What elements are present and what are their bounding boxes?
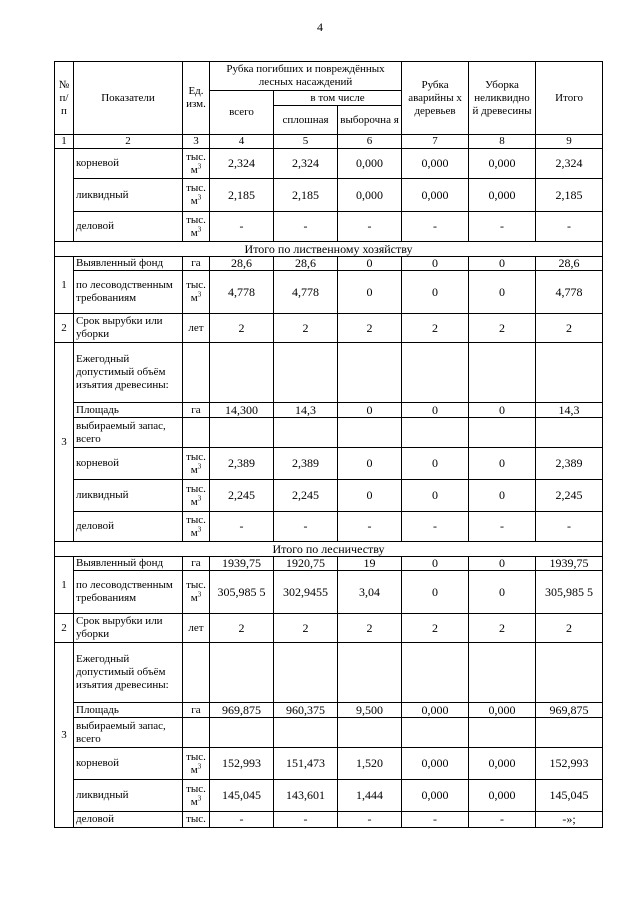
value-cell <box>469 343 536 403</box>
table-row <box>55 703 603 718</box>
unit-text: тыс. <box>186 813 206 825</box>
value-cell: 0 <box>402 403 469 418</box>
value-cell: 0,000 <box>402 703 469 718</box>
unit-sup: 3 <box>197 461 202 470</box>
value-cell: 2 <box>402 314 469 343</box>
value-cell: 2 <box>469 314 536 343</box>
header-emergency: Рубка аварийны х деревьев <box>402 62 469 135</box>
header-total-all: всего <box>210 91 274 135</box>
value-cell: - <box>274 812 338 828</box>
column-number: 5 <box>274 135 338 149</box>
row-number: 1 <box>55 557 74 614</box>
row-label: по лесоводственным требованиям <box>74 271 183 314</box>
row-label: ликвидный <box>74 780 183 812</box>
row-label: Срок вырубки или уборки <box>74 314 183 343</box>
value-cell: 2,324 <box>274 149 338 179</box>
value-cell: - <box>402 812 469 828</box>
unit-cell <box>183 271 210 314</box>
column-number: 6 <box>338 135 402 149</box>
unit-m: м <box>190 795 198 808</box>
value-cell: 145,045 <box>210 780 274 812</box>
value-cell: 0 <box>338 257 402 271</box>
value-cell <box>536 418 603 448</box>
unit-cell <box>183 212 210 242</box>
value-cell: 1920,75 <box>274 557 338 571</box>
unit-text: тыс. <box>186 450 206 463</box>
table-row <box>55 643 603 703</box>
unit-cell <box>183 418 210 448</box>
column-numbers-row <box>55 135 603 149</box>
value-cell: - <box>402 212 469 242</box>
value-cell: 2,389 <box>210 448 274 480</box>
value-cell <box>338 643 402 703</box>
value-cell: 2,245 <box>536 480 603 512</box>
value-cell: 2,185 <box>274 179 338 212</box>
unit-cell <box>183 149 210 179</box>
table-row <box>55 557 603 571</box>
value-cell: 0,000 <box>402 179 469 212</box>
value-cell <box>210 718 274 748</box>
value-cell <box>274 643 338 703</box>
table-row <box>55 314 603 343</box>
value-cell: -»; <box>536 812 603 828</box>
unit-m: м <box>190 592 198 604</box>
value-cell <box>338 418 402 448</box>
value-cell: 0 <box>469 271 536 314</box>
value-cell <box>402 418 469 448</box>
unit-text: га <box>191 557 201 569</box>
value-cell: 969,875 <box>210 703 274 718</box>
value-cell <box>338 718 402 748</box>
value-cell: 143,601 <box>274 780 338 812</box>
value-cell: 151,473 <box>274 748 338 780</box>
value-cell <box>338 343 402 403</box>
row-label: выбираемый запас, всего <box>74 718 183 748</box>
value-cell: 0 <box>402 571 469 614</box>
value-cell: 305,985 5 <box>536 571 603 614</box>
value-cell: 1,520 <box>338 748 402 780</box>
table-row <box>55 212 603 242</box>
unit-sup: 3 <box>197 493 202 502</box>
value-cell: 152,993 <box>210 748 274 780</box>
column-number: 1 <box>55 135 74 149</box>
unit-text: тыс. <box>186 782 206 795</box>
value-cell: 14,300 <box>210 403 274 418</box>
unit-sup: 3 <box>197 224 202 233</box>
row-label: Площадь <box>74 703 183 718</box>
value-cell: - <box>210 812 274 828</box>
unit-cell <box>183 812 210 828</box>
value-cell <box>274 718 338 748</box>
table-row <box>55 780 603 812</box>
value-cell: 0,000 <box>338 179 402 212</box>
value-cell: 2,389 <box>536 448 603 480</box>
row-label: деловой <box>74 812 183 828</box>
unit-sup: 3 <box>197 590 202 599</box>
unit-m: м <box>190 463 198 476</box>
value-cell: 2 <box>274 614 338 643</box>
section-title: Итого по лиственному хозяйству <box>55 242 603 257</box>
value-cell: - <box>469 812 536 828</box>
value-cell: 2 <box>338 314 402 343</box>
row-label: Площадь <box>74 403 183 418</box>
unit-text: тыс. <box>186 482 206 495</box>
column-number: 3 <box>183 135 210 149</box>
page-number: 4 <box>317 20 323 34</box>
table-row <box>55 403 603 418</box>
row-number <box>55 149 74 242</box>
section-title-row <box>55 242 603 257</box>
value-cell: 28,6 <box>536 257 603 271</box>
unit-text: га <box>191 257 201 269</box>
value-cell: 0 <box>338 271 402 314</box>
unit-cell <box>183 179 210 212</box>
header-indicators: Показатели <box>74 62 183 135</box>
value-cell: 0 <box>469 257 536 271</box>
value-cell: 960,375 <box>274 703 338 718</box>
header-clear: сплошная <box>274 106 338 135</box>
row-label: Выявленный фонд <box>74 557 183 571</box>
value-cell: - <box>210 512 274 542</box>
value-cell: 28,6 <box>274 257 338 271</box>
unit-sup: 3 <box>197 161 202 170</box>
table-row <box>55 448 603 480</box>
value-cell: 305,985 5 <box>210 571 274 614</box>
row-label: деловой <box>74 512 183 542</box>
value-cell: - <box>469 512 536 542</box>
unit-sup: 3 <box>197 761 202 770</box>
row-number: 2 <box>55 314 74 343</box>
unit-cell <box>183 257 210 271</box>
value-cell <box>210 343 274 403</box>
unit-cell <box>183 448 210 480</box>
value-cell <box>210 418 274 448</box>
value-cell: 14,3 <box>536 403 603 418</box>
row-number: 1 <box>55 257 74 314</box>
value-cell: 0 <box>402 271 469 314</box>
value-cell: 0 <box>469 557 536 571</box>
column-number: 4 <box>210 135 274 149</box>
value-cell: - <box>338 512 402 542</box>
value-cell: 2 <box>536 314 603 343</box>
unit-cell <box>183 314 210 343</box>
unit-cell <box>183 718 210 748</box>
value-cell: 0 <box>402 480 469 512</box>
row-label: Выявленный фонд <box>74 257 183 271</box>
value-cell <box>274 343 338 403</box>
unit-m: м <box>190 495 198 508</box>
header-selective: выборочна я <box>338 106 402 135</box>
value-cell: 1939,75 <box>536 557 603 571</box>
row-number: 3 <box>55 643 74 828</box>
unit-cell <box>183 643 210 703</box>
unit-text: лет <box>188 621 204 634</box>
table-row <box>55 748 603 780</box>
value-cell <box>469 643 536 703</box>
row-label: корневой <box>74 748 183 780</box>
section-title: Итого по лесничеству <box>55 542 603 557</box>
value-cell: 4,778 <box>210 271 274 314</box>
table-row <box>55 480 603 512</box>
value-cell: - <box>402 512 469 542</box>
value-cell: - <box>338 212 402 242</box>
table-row <box>55 418 603 448</box>
unit-cell <box>183 403 210 418</box>
value-cell: 0 <box>338 480 402 512</box>
value-cell: 145,045 <box>536 780 603 812</box>
unit-m: м <box>190 292 198 304</box>
table-row <box>55 257 603 271</box>
value-cell <box>402 643 469 703</box>
value-cell: 0,000 <box>338 149 402 179</box>
row-label: выбираемый запас, всего <box>74 418 183 448</box>
unit-text: тыс. <box>186 513 206 526</box>
value-cell: 2,245 <box>274 480 338 512</box>
value-cell: 0 <box>338 403 402 418</box>
unit-sup: 3 <box>197 290 202 299</box>
value-cell: 302,9455 <box>274 571 338 614</box>
value-cell <box>536 718 603 748</box>
value-cell: - <box>536 212 603 242</box>
value-cell: 2,245 <box>210 480 274 512</box>
value-cell: 2 <box>274 314 338 343</box>
value-cell: 28,6 <box>210 257 274 271</box>
row-label: корневой <box>74 448 183 480</box>
value-cell <box>402 718 469 748</box>
header-num: № п/п <box>55 62 74 135</box>
value-cell: 3,04 <box>338 571 402 614</box>
value-cell: 2 <box>402 614 469 643</box>
column-number: 2 <box>74 135 183 149</box>
unit-cell <box>183 557 210 571</box>
value-cell <box>402 343 469 403</box>
value-cell: - <box>469 212 536 242</box>
value-cell: - <box>274 512 338 542</box>
header-unit: Ед. изм. <box>183 62 210 135</box>
value-cell: 4,778 <box>274 271 338 314</box>
value-cell: 2 <box>210 614 274 643</box>
table-row <box>55 271 603 314</box>
header-felling-group: Рубка погибших и повреждённых лесных насаждений <box>210 62 402 91</box>
value-cell: 19 <box>338 557 402 571</box>
row-label: ликвидный <box>74 179 183 212</box>
value-cell <box>469 418 536 448</box>
value-cell: 14,3 <box>274 403 338 418</box>
unit-cell <box>183 480 210 512</box>
row-label: деловой <box>74 212 183 242</box>
value-cell: - <box>274 212 338 242</box>
row-number: 2 <box>55 614 74 643</box>
table-row <box>55 614 603 643</box>
value-cell: 152,993 <box>536 748 603 780</box>
value-cell: 0 <box>469 403 536 418</box>
row-label: по лесоводственным требованиям <box>74 571 183 614</box>
value-cell: 0 <box>402 257 469 271</box>
unit-text: га <box>191 403 201 416</box>
row-label: Ежегодный допустимый объём изъятия древесины: <box>74 643 183 703</box>
value-cell: - <box>338 812 402 828</box>
unit-cell <box>183 614 210 643</box>
value-cell: 2,185 <box>536 179 603 212</box>
value-cell: 0 <box>469 480 536 512</box>
unit-sup: 3 <box>197 524 202 533</box>
value-cell: 0,000 <box>402 748 469 780</box>
value-cell: 2,389 <box>274 448 338 480</box>
unit-m: м <box>190 763 198 776</box>
section-title-row <box>55 542 603 557</box>
value-cell: 0,000 <box>469 703 536 718</box>
unit-text: лет <box>188 321 204 334</box>
column-number: 7 <box>402 135 469 149</box>
unit-text: тыс. <box>186 150 206 163</box>
value-cell: 0 <box>469 448 536 480</box>
value-cell: 0 <box>402 448 469 480</box>
header-total: Итого <box>536 62 603 135</box>
unit-text: тыс. <box>186 213 206 226</box>
value-cell: 2 <box>536 614 603 643</box>
value-cell: 1,444 <box>338 780 402 812</box>
row-label: Ежегодный допустимый объём изъятия древесины: <box>74 343 183 403</box>
unit-cell <box>183 571 210 614</box>
value-cell: 2,324 <box>210 149 274 179</box>
value-cell: 0,000 <box>469 780 536 812</box>
unit-cell <box>183 512 210 542</box>
unit-m: м <box>190 226 198 239</box>
column-number: 9 <box>536 135 603 149</box>
table-row <box>55 718 603 748</box>
unit-cell <box>183 780 210 812</box>
value-cell <box>469 718 536 748</box>
value-cell: 0 <box>402 557 469 571</box>
unit-text: тыс. <box>186 750 206 763</box>
row-label: ликвидный <box>74 480 183 512</box>
row-label: корневой <box>74 149 183 179</box>
column-number: 8 <box>469 135 536 149</box>
header-including: в том числе <box>274 91 402 106</box>
value-cell: 969,875 <box>536 703 603 718</box>
table-row <box>55 812 603 828</box>
unit-sup: 3 <box>197 793 202 802</box>
unit-m: м <box>190 195 198 207</box>
value-cell: 2 <box>210 314 274 343</box>
value-cell: 1939,75 <box>210 557 274 571</box>
value-cell: 9,500 <box>338 703 402 718</box>
value-cell <box>536 343 603 403</box>
table-row <box>55 343 603 403</box>
table-row <box>55 571 603 614</box>
value-cell: 0 <box>469 571 536 614</box>
value-cell <box>210 643 274 703</box>
unit-cell <box>183 703 210 718</box>
value-cell: 0,000 <box>469 179 536 212</box>
value-cell: 2,185 <box>210 179 274 212</box>
value-cell: - <box>210 212 274 242</box>
value-cell: 2 <box>338 614 402 643</box>
unit-m: м <box>190 526 198 539</box>
value-cell: 2,324 <box>536 149 603 179</box>
value-cell <box>536 643 603 703</box>
unit-cell <box>183 748 210 780</box>
value-cell: 0,000 <box>469 149 536 179</box>
table-row <box>55 179 603 212</box>
unit-text: га <box>191 703 201 716</box>
value-cell: 0,000 <box>402 780 469 812</box>
unit-text: тыс. <box>186 279 206 291</box>
value-cell: - <box>536 512 603 542</box>
value-cell <box>274 418 338 448</box>
value-cell: 0,000 <box>469 748 536 780</box>
unit-text: тыс. <box>186 182 206 194</box>
value-cell: 4,778 <box>536 271 603 314</box>
table-row <box>55 512 603 542</box>
unit-sup: 3 <box>197 193 202 202</box>
value-cell: 0 <box>338 448 402 480</box>
unit-cell <box>183 343 210 403</box>
row-number: 3 <box>55 343 74 542</box>
header-cleanup: Уборка неликвидно й древесины <box>469 62 536 135</box>
unit-m: м <box>190 163 198 176</box>
felling-table <box>54 61 603 828</box>
unit-text: тыс. <box>186 579 206 591</box>
table-row <box>55 149 603 179</box>
value-cell: 2 <box>469 614 536 643</box>
row-label: Срок вырубки или уборки <box>74 614 183 643</box>
value-cell: 0,000 <box>402 149 469 179</box>
